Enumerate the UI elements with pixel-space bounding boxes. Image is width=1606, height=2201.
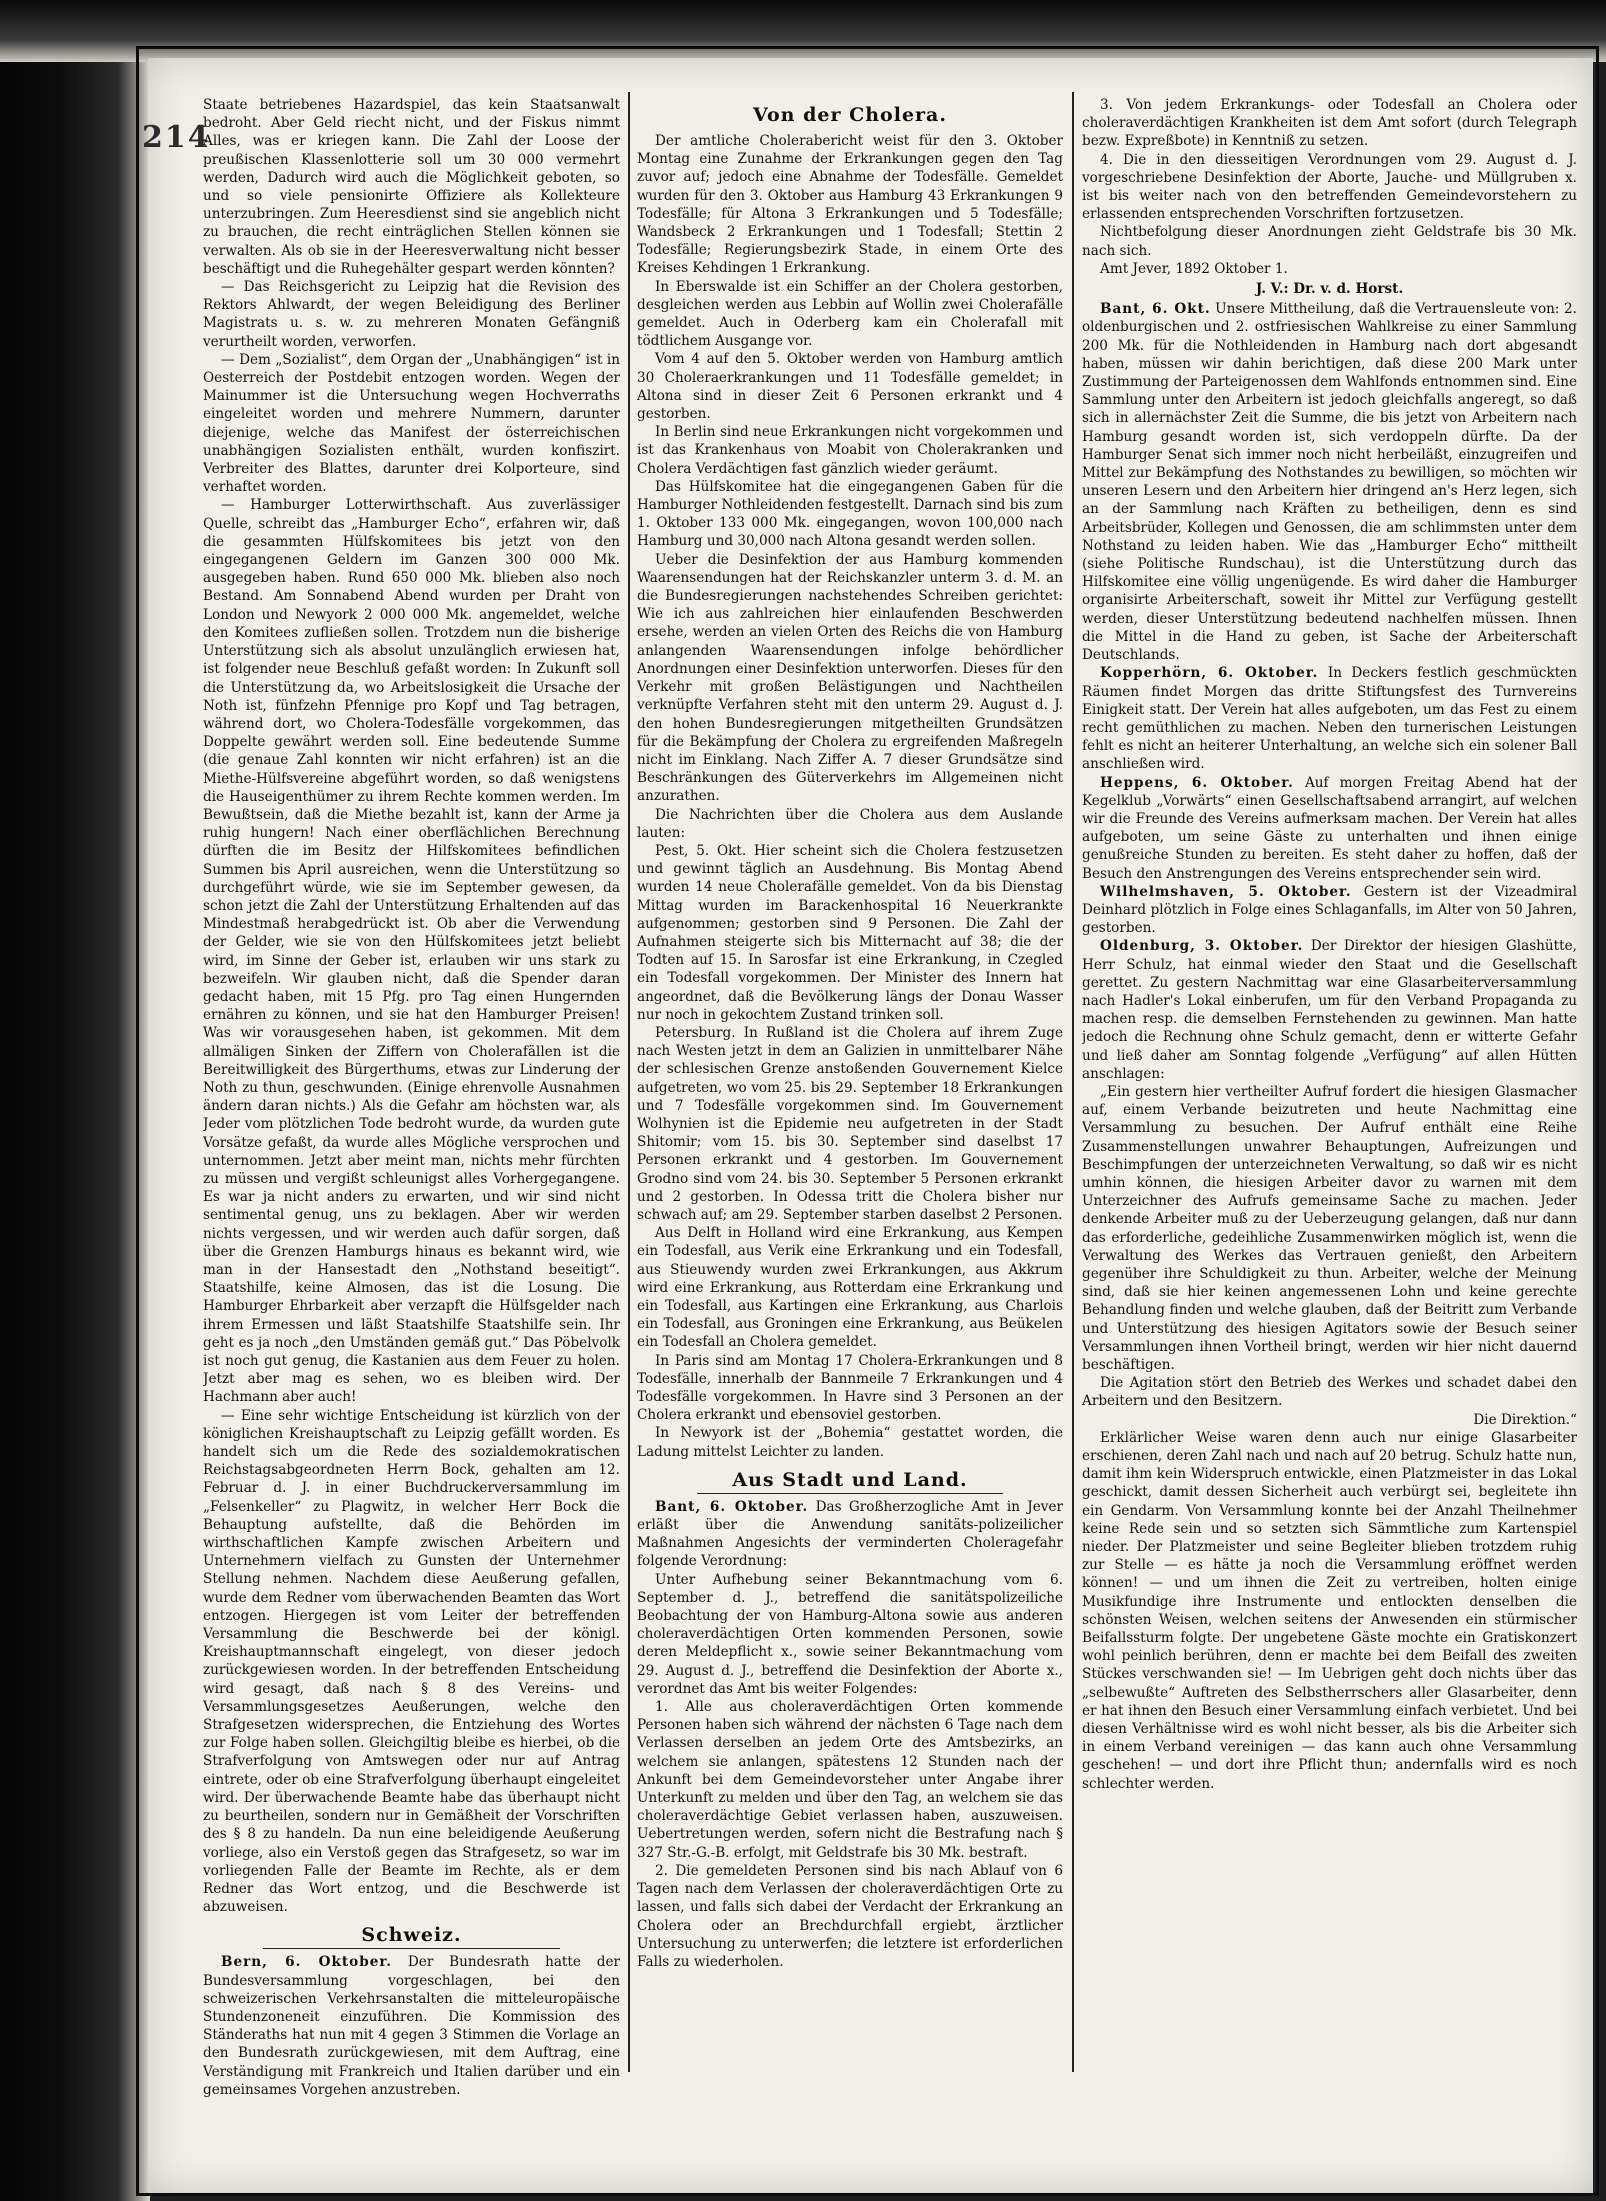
article-paragraph bbox=[1082, 223, 1577, 259]
article-paragraph bbox=[637, 842, 1063, 1024]
article-paragraph bbox=[637, 1424, 1063, 1460]
paragraph-text: — Hamburger Lotterwirthschaft. Aus zuverlässiger Quelle, schreibt das „Hamburger Echo“, erfahren wir, daß die gesammten Hülfskomitees bis jetzt von den eingegangenen Geldern im Ganzen 300 000 Mk. ausgegeben haben. Rund 650 000 Mk. blieben also noch Bestand. Am Sonnabend Abend wurden per Draht von London und Newyork 2 000 000 Mk. angemeldet, welche den Komitees zufließen sollen. Trotzdem nun die bisherige Unterstützung sich als absolut unzulänglich erwiesen hat, ist folgender neue Beschluß gefaßt worden: In Zukunft soll die Unterstützung da, wo Arbeitslosigkeit die Ursache der Noth ist, fünfzehn Pfennige pro Kopf und Tag betragen, während dort, wo Cholera-Todesfälle vorgekommen, das Doppelte gewährt werden soll. Eine bedeutende Summe (die genaue Zahl konnten wir nicht erfahren) ist an die Miethe-Hülfsvereine abgeführt worden, so daß wenigstens die Hauseigenthümer zu ihrem Rechte kommen werden. Im Bewußtsein, daß die Miethe bezahlt ist, kann der Arme ja ruhig hungern! Nach einer oberflächlichen Berechnung dürften die im Besitz der Hilfskomitees befindlichen Summen bis April ausreichen, wenn die Unterstützung so durchgeführt würde, wie sie im September gewesen, da schon jetzt die Zahl der Unterstützung Erhaltenden auf das Mindestmaß herabgedrückt ist. Ob aber die Verwendung der Gelder, wie sie von den Hülfskomitees jetzt beliebt wird, im Sinne der Geber ist, erlauben wir uns stark zu bezweifeln. Wir glauben nicht, daß die Spender daran gedacht haben, mit 15 Pfg. pro Tag einen Hungernden ernähren zu können, und sie hat den Hamburger Preisen! Was wir vorausgesehen haben, ist gekommen. Mit dem allmäligen Sinken der Ziffern von Cholerafällen ist die Bereitwilligkeit des Bürgerthums, etwas zur Linderung der Noth zu thun, geschwunden. (Einige ehrenvolle Ausnahmen ändern daran nichts.) Als die Gefahr am höchsten war, als Jeder vom plötzlichen Tode bedroht wurde, da wurden gute Vorsätze gefaßt, da wurde alles Mögliche versprochen und unternommen. Jetzt aber meint man, nichts mehr fürchten zu müssen und vergißt schleunigst alles Vorhergegangene. Es war ja nicht anders zu erwarten, und wir sind nicht sentimental genug, uns zu beklagen. Aber wir werden nichts vergessen, und wir werden auch dafür sorgen, daß über die Grenzen Hamburgs hinaus es bekannt wird, wie man in der Hansestadt den „Nothstand beseitigt“. Staatshilfe, keine Almosen, das ist die Losung. Die Hamburger Ehrbarkeit aber verzapft die Hülfsgelder nach ihrem Ermessen und läßt Staatshilfe Staatshilfe sein. Ihr geht es ja noch „den Umständen gemäß gut.“ Das Pöbelvolk ist noch gut genug, die Kastanien aus dem Feuer zu holen. Jetzt aber mag es sehen, wo es bleiben wird. Der Hachmann aber auch! bbox=[203, 497, 620, 1406]
paragraph-text: Pest, 5. Okt. Hier scheint sich die Cholera festzusetzen und gewinnt täglich an Ausdehnung. Bis Montag Abend wurden 14 neue Cholerafälle gemeldet. Von da bis Dienstag Mittag wurden im Barackenhospital 16 Neuerkrankte aufgenommen; gestorben sind 9 Personen. Die Zahl der Aufnahmen steigerte sich bis Mitternacht auf 38; die der Todten auf 15. In Sarosfar ist eine Erkrankung, in Czegled ein Todesfall vorgekommen. Der Minister des Innern hat angeordnet, daß die Bevölkerung längs der Donau Wasser nur noch in gekochtem Zustand trinken soll. bbox=[637, 842, 1063, 1023]
paragraph-text: Amt Jever, 1892 Oktober 1. bbox=[1100, 260, 1288, 277]
paragraph-text: Der amtliche Cholerabericht weist für den 3. Oktober Montag eine Zunahme der Erkrankungen gegen den Tag zuvor auf; jedoch eine Abnahme der Todesfälle. Gemeldet wurden für den 3. Oktober aus Hamburg 43 Erkrankungen 9 Todesfälle; für Altona 3 Erkrankungen und 5 Todesfälle; Wandsbeck 2 Erkrankungen und 1 Todesfall; Stettin 2 Todesfälle; Regierungsbezirk Stade, in einem Orte des Kreises Kehdingen 1 Erkrankung. bbox=[637, 133, 1063, 277]
page-number: 214 bbox=[142, 120, 211, 155]
paragraph-text: 3. Von jedem Erkrankungs- oder Todesfall an Cholera oder choleraverdächtigen Krankheiten ist dem Amt sofort (durch Telegraph bezw. Expreßbote) in Kenntniß zu setzen. bbox=[1082, 97, 1577, 150]
paragraph-text: „Ein gestern hier vertheilter Aufruf fordert die hiesigen Glasmacher auf, einem Verbande beizutreten und heute Nachmittag eine Versammlung zu besuchen. Der Aufruf enthält eine Reihe Zusammenstellungen unwahrer Behauptungen, Aufreizungen und Beschimpfungen der unterzeichneten Verwaltung, so daß wir es nicht umhin können, die hiesigen Arbeiter davor zu warnen mit dem Unterzeichner des Aufrufs gemeinsame Sache zu machen. Jeder denkende Arbeiter muß zu der Ueberzeugung gelangen, daß nur dann das erforderliche, gedeihliche Zusammenwirken möglich ist, wenn die Verwaltung des Werkes das Vertrauen genießt, den Arbeitern gegenüber ihre Schuldigkeit zu thun. Arbeiter, welche der Meinung sind, daß sie hier keinen angemessenen Lohn und keine gerechte Behandlung finden und welche glauben, daß der Beitritt zum Verbande und Unterstützung des hiesigen Agitators sowie der Besuch seiner Versammlungen ihnen Vortheil bringt, werden wir hier nicht dauernd beschäftigen. bbox=[1082, 1083, 1577, 1374]
paragraph-text: Unter Aufhebung seiner Bekanntmachung vom 6. September d. J., betreffend die sanitätspolizeiliche Beobachtung der von Hamburg-Altona sowie aus anderen choleraverdächtigen Orten kommenden Personen, sowie deren Meldepflicht x., sowie seiner Bekanntmachung vom 29. August d. J., betreffend die Desinfektion der Aborte x., verordnet das Amt bis weiter Folgendes: bbox=[637, 1571, 1063, 1697]
paragraph-text: Gestern ist der Vizeadmiral Deinhard plötzlich in Folge eines Schlaganfalls, im Alter von 50 Jahren, gestorben. bbox=[1082, 883, 1577, 937]
article-paragraph bbox=[637, 1224, 1063, 1351]
article-paragraph bbox=[1082, 300, 1577, 664]
article-paragraph bbox=[203, 1953, 620, 2099]
paragraph-text: Petersburg. In Rußland ist die Cholera auf ihrem Zuge nach Westen jetzt in dem an Galizien in unmittelbarer Nähe der schlesischen Grenze anstoßenden Gouvernement Kielce aufgetreten, wo vom 25. bis 29. September 18 Erkrankungen und 7 Todesfälle vorgekommen sind. Im Gouvernement Wolhynien ist die Epidemie neu aufgetreten in der Stadt Shitomir; vom 15. bis 30. September sind daselbst 17 Personen erkrankt und 4 gestorben. Im Gouvernement Grodno sind vom 24. bis 30. September 5 Personen erkrankt und 2 gestorben. In Odessa tritt die Cholera bisher nur schwach auf; am 29. September starben daselbst 2 Personen. bbox=[637, 1024, 1063, 1223]
article-paragraph bbox=[1082, 1374, 1577, 1410]
dateline: Wilhelmshaven, 5. Oktober. bbox=[1100, 883, 1352, 900]
paragraph-text: — Das Reichsgericht zu Leipzig hat die Revision des Rektors Ahlwardt, der wegen Beleidigung des Berliner Magistrats u. s. w. zu mehreren Monaten Gefängniß verurtheilt worden, verworfen. bbox=[203, 279, 620, 350]
paragraph-text: Unsere Mittheilung, daß die Vertrauensleute von: 2. oldenburgischen und 2. ostfriesischen Wahlkreise zu einer Sammlung 200 Mk. für die Nothleidenden in Hamburg nach dort abgesandt haben, müssen wir dahin berichtigen, daß diese 200 Mark unter Zustimmung der Parteigenossen dem Wahlfonds entnommen sind. Eine Sammlung unter den Arbeitern ist jedoch gleichfalls angeregt, so daß sich in allernächster Zeit die Summe, die bis jetzt von Arbeitern nach Hamburg gesandt worden ist, sich verdoppeln dürfte. Da der Hamburger Senat sich immer noch nicht herbeiläßt, einzugreifen und Mittel zur Bekämpfung des Nothstandes zu bewilligen, so möchten wir unseren Lesern und den Arbeitern hier dringend an's Herz legen, sich an der Sammlung nach Kräften zu betheiligen, denn es sind Arbeitsbrüder, Kollegen und Genossen, die am schlimmsten unter dem Nothstand zu leiden haben. Wie das „Hamburger Echo“ mittheilt (siehe Politische Rundschau), ist die Unterstützung durch das Hilfskomitee eine völlig ungenügende. Es wird daher die Hamburger organisirte Arbeiterschaft, soweit ihr Mittel zur Verfügung gestellt werden, dieser Unterstützung bedeutend nachhelfen müssen. Ihnen die Mittel in die Hand zu geben, ist Sache der Arbeiterschaft Deutschlands. bbox=[1082, 301, 1577, 664]
paragraph-text: In Paris sind am Montag 17 Cholera-Erkrankungen und 8 Todesfälle, innerhalb der Bannmeile 7 Erkrankungen und 4 Todesfälle vorgekommen. In Havre sind 3 Personen an der Cholera erkrankt und ebensoviel gestorben. bbox=[637, 1352, 1063, 1424]
paragraph-text: In Eberswalde ist ein Schiffer an der Cholera gestorben, desgleichen werden aus Lebbin auf Wollin zwei Cholerafälle gemeldet. Auch in Oderberg kam ein Cholerafall mit tödtlichem Ausgange vor. bbox=[637, 278, 1063, 350]
paragraph-text: Auf morgen Freitag Abend hat der Kegelklub „Vorwärts“ einen Gesellschaftsabend arrangirt, auf welchen wir die Freunde des Vereins aufmerksam machen. Der Verein hat alles aufgeboten, um seine Gäste zu unterhalten und ihnen einige genußreiche Stunden zu bereiten. Es steht daher zu hoffen, daß der Besuch den Anstrengungen des Vereins entsprechender sein wird. bbox=[1082, 774, 1577, 882]
article-paragraph bbox=[1082, 151, 1577, 224]
article-paragraph bbox=[1082, 664, 1577, 773]
dateline: Heppens, 6. Oktober. bbox=[1100, 774, 1294, 791]
paragraph-text: In Deckers festlich geschmückten Räumen findet Morgen das dritte Stiftungsfest des Turnvereins Einigkeit statt. Der Verein hat alles aufgeboten, um das Fest zu einem recht gemüthlichen zu machen. Neben den turnerischen Leistungen fehlt es nicht an heiterer Unterhaltung, an welche sich ein solener Ball anschließen wird. bbox=[1082, 665, 1577, 773]
paragraph-text: — Dem „Sozialist“, dem Organ der „Unabhängigen“ ist in Oesterreich der Postdebit entzogen worden. Wegen der Mainummer ist die Untersuchung wegen Hochverraths eingeleitet worden und mehrere Nummern, darunter diejenige, welche das Manifest der österreichischen unabhängigen Sozialisten enthält, wurden konfiszirt. Verbreiter des Blattes, darunter drei Kolporteure, sind verhaftet worden. bbox=[203, 351, 620, 496]
paragraph-text: Nichtbefolgung dieser Anordnungen zieht Geldstrafe bis 30 Mk. nach sich. bbox=[1082, 224, 1577, 259]
article-paragraph bbox=[203, 496, 620, 1406]
column-rule-1 bbox=[628, 92, 630, 2072]
article-paragraph bbox=[1082, 96, 1577, 151]
article-paragraph bbox=[637, 1352, 1063, 1425]
dateline: Oldenburg, 3. Oktober. bbox=[1100, 938, 1304, 955]
article-paragraph bbox=[637, 1571, 1063, 1698]
article-paragraph bbox=[1082, 883, 1577, 938]
article-paragraph bbox=[203, 1407, 620, 1917]
article-paragraph bbox=[1082, 1411, 1577, 1429]
column-right bbox=[1082, 96, 1577, 2156]
dateline: Bant, 6. Okt. bbox=[1100, 301, 1211, 318]
paragraph-text: Das Hülfskomitee hat die eingegangenen Gaben für die Hamburger Nothleidenden festgestellt. Darnach sind bis zum 1. Oktober 133 000 Mk. eingegangen, wovon 100,000 nach Hamburg und 30,000 nach Altona gesandt werden sollen. bbox=[637, 478, 1063, 550]
paragraph-text: In Newyork ist der „Bohemia“ gestattet worden, die Ladung mittelst Leichter zu landen. bbox=[637, 1425, 1063, 1460]
paragraph-text: Aus Delft in Holland wird eine Erkrankung, aus Kempen ein Todesfall, aus Verik eine Erkrankung und ein Todesfall, aus Stieuwendy wurden zwei Erkrankungen, aus Akkrum wird eine Erkrankung, aus Rotterdam eine Erkrankung und ein Todesfall, aus Kartingen eine Erkrankung, aus Charlois ein Todesfall, aus Groningen eine Erkrankung, aus Beükelen ein Todesfall an Cholera gemeldet. bbox=[637, 1225, 1063, 1351]
paragraph-text: Die Nachrichten über die Cholera aus dem Auslande lauten: bbox=[637, 806, 1063, 841]
article-paragraph bbox=[1082, 937, 1577, 1083]
article-paragraph bbox=[637, 806, 1063, 842]
paragraph-text: — Eine sehr wichtige Entscheidung ist kürzlich von der königlichen Kreishauptschaft zu Leipzig gefällt worden. Es handelt sich um die Rede des sozialdemokratischen Reichstagsabgeordneten Herrn Bock, gehalten am 12. Februar d. J. in einer Buchdruckerversammlung im „Felsenkeller“ zu Plagwitz, in welcher Herr Bock die Behauptung aufstellte, daß die Behörden im wirthschaftlichen Kampfe zwischen Arbeitern und Unternehmern vielfach zu Gunsten der Unternehmer Stellung nehmen. Nachdem diese Aeußerung gefallen, wurde dem Redner vom überwachenden Beamten das Wort entzogen. Hiergegen ist vom Leiter der betreffenden Versammlung die Beschwerde bei der königl. Kreishauptmannschaft eingelegt, von dieser jedoch zurückgewiesen worden. In der betreffenden Entscheidung wird gesagt, daß nach § 8 des Vereins- und Versammlungsgesetzes Aeußerungen, welche den Strafgesetzen widersprechen, die Entziehung des Wortes zur Folge haben sollen. Gleichgiltig bleibe es hierbei, ob die Strafverfolgung von Amtswegen oder nur auf Antrag eintrete, oder ob eine Strafverfolgung überhaupt eingeleitet wird. Der überwachende Beamte habe das überhaupt nicht zu beurtheilen, sondern nur in Gemäßheit der Vorschriften des § 8 zu handeln. Da nun eine beleidigende Aeußerung vorliege, also ein Verstoß gegen das Strafgesetz, so war im vorliegenden Falle der Beamte im Rechte, als er dem Redner das Wort entzog, und die Beschwerde ist abzuweisen. bbox=[203, 1407, 620, 1916]
paragraph-text: Der Bundesrath hatte der Bundesversammlung vorgeschlagen, bei den schweizerischen Verkehrsanstalten die mitteleuropäische Stundenzoneneit einzuführen. Die Kommission des Ständeraths hat nun mit 4 gegen 3 Stimmen die Vorlage an den Bundesrath zurückgewiesen, mit dem Auftrag, eine Verständigung mit Frankreich und Italien darüber und ein gemeinsames Vorgehen anzustreben. bbox=[203, 1954, 620, 2098]
article-paragraph bbox=[637, 478, 1063, 551]
paragraph-text: Der Direktor der hiesigen Glashütte, Herr Schulz, hat einmal wieder den Staat und die Gesellschaft gerettet. Zu gestern Nachmittag war eine Glasarbeiterversammlung nach Hadler's Lokal einberufen, um für den Verband Propaganda zu machen resp. die demselben Fernstehenden zu gewinnen. Man hatte jedoch die Rechnung ohne Schulz gemacht, denn er witterte Gefahr und ließ daher am Sonntag folgende „Verfügung“ auf allen Hütten anschlagen: bbox=[1082, 938, 1577, 1082]
column-left bbox=[203, 96, 620, 2156]
article-paragraph bbox=[637, 1862, 1063, 1971]
paragraph-text: Staate betriebenes Hazardspiel, das kein Staatsanwalt bedroht. Aber Geld riecht nicht, und der Fiskus nimmt Alles, was er kriegen kann. Die Zahl der Loose der preußischen Klassenlotterie soll um 30 000 vermehrt werden, Dadurch wird auch die Möglichkeit geboten, so und so viele pensionirte Offiziere als Kollekteure unterzubringen. Zum Heeresdienst sind sie angeblich nicht zu brauchen, die recht einträglichen Stellen können sie verwalten. Als ob sie in der Heeresverwaltung nicht besser beschäftigt und die Ruhegehälter gespart werden könnten? bbox=[203, 97, 620, 277]
paragraph-text: 2. Die gemeldeten Personen sind bis nach Ablauf von 6 Tagen nach dem Verlassen der choleraverdächtigen Orte zu lassen, und falls sich dabei der Verdacht der Erkrankung an Cholera oder an Brechdurchfall ergiebt, ärztlicher Untersuchung zu unterwerfen; die letztere ist erforderlichen Falls zu wiederholen. bbox=[637, 1862, 1063, 1970]
article-paragraph bbox=[1082, 1429, 1577, 1793]
dateline: Bern, 6. Oktober. bbox=[221, 1954, 393, 1971]
paragraph-text: 4. Die in den diesseitigen Verordnungen vom 29. August d. J. vorgeschriebene Desinfektion der Aborte, Jauche- und Müllgruben x. ist bis weiter nach von den betreffenden Gemeindevorstehern zu erlassenden entsprechenden Vorschriften fortzusetzen. bbox=[1082, 151, 1577, 223]
section-heading: Aus Stadt und Land. bbox=[697, 1467, 1003, 1494]
paragraph-text: Ueber die Desinfektion der aus Hamburg kommenden Waarensendungen hat der Reichskanzler unterm 3. d. M. an die Bundesregierungen nachstehendes Schreiben gerichtet: Wie ich aus zahlreichen hier einlaufenden Beschwerden ersehe, werden an vielen Orten des Reichs die von Hamburg anlangenden Waarensendungen infolge behördlicher Anordnungen einer Desinfektion unterworfen. Dieses für den Verkehr mit großen Belästigungen und Nachtheilen verknüpfte Verfahren steht mit den unterm 29. August d. J. den hohen Bundesregierungen mitgetheilten Grundsätzen für die Bekämpfung der Cholera zu ergreifenden Maßregeln nicht im Einklang. Nach Ziffer A. 7 dieser Grundsätze sind Beschränkungen des Güterverkehrs im Allgemeinen nicht anzurathen. bbox=[637, 551, 1063, 805]
article-paragraph bbox=[637, 551, 1063, 806]
article-paragraph bbox=[637, 350, 1063, 423]
section-heading: Von der Cholera. bbox=[753, 104, 947, 126]
article-paragraph bbox=[203, 96, 620, 278]
paragraph-text: Vom 4 auf den 5. Oktober werden von Hamburg amtlich 30 Choleraerkrankungen und 11 Todesfälle gemeldet; in Altona sind in dieser Zeit 6 Personen erkrankt und 4 gestorben. bbox=[637, 351, 1063, 423]
signature-line: J. V.: Dr. v. d. Horst. bbox=[1255, 281, 1404, 298]
article-paragraph bbox=[637, 278, 1063, 351]
paragraph-text: 1. Alle aus choleraverdächtigen Orten kommende Personen haben sich während der nächsten 6 Tage nach dem Verlassen derselben an jedem Orte des Amtsbezirks, an welchem sie anlangen, spätestens 12 Stunden nach der Ankunft bei dem Gemeindevorsteher unter Angabe ihrer Unterkunft zu melden und über den Tag, an welchem sie das choleraverdächtige Gebiet verlassen haben, auszuweisen. Uebertretungen werden, sofern nicht die Bestrafung nach § 327 Str.-G.-B. erfolgt, mit Geldstrafe bis 30 Mk. bestraft. bbox=[637, 1699, 1063, 1861]
section-heading: Schweiz. bbox=[263, 1922, 560, 1949]
column-rule-2 bbox=[1072, 92, 1074, 2072]
scan-dark-margin-left bbox=[0, 0, 150, 2201]
article-paragraph bbox=[637, 1024, 1063, 1224]
article-paragraph bbox=[637, 423, 1063, 478]
article-paragraph bbox=[203, 351, 620, 497]
scan-dark-margin-top bbox=[0, 0, 1606, 62]
article-paragraph bbox=[637, 132, 1063, 278]
article-paragraph bbox=[1082, 1083, 1577, 1374]
dateline: Bant, 6. Oktober. bbox=[655, 1498, 809, 1515]
column-middle bbox=[637, 96, 1063, 2156]
paragraph-text: Das Großherzogliche Amt in Jever erläßt über die Anwendung sanitäts-polizeilicher Maßnahmen Angesichts der verminderten Choleragefahr folgende Verordnung: bbox=[637, 1498, 1063, 1570]
paragraph-text: Die Direktion.“ bbox=[1473, 1411, 1577, 1428]
article-paragraph bbox=[637, 1498, 1063, 1571]
article-paragraph bbox=[1082, 774, 1577, 883]
paragraph-text: In Berlin sind neue Erkrankungen nicht vorgekommen und ist das Krankenhaus von Moabit von Cholerakranken und Cholera Verdächtigen fast gänzlich wieder geräumt. bbox=[637, 424, 1063, 477]
dateline: Kopperhörn, 6. Oktober. bbox=[1100, 665, 1319, 682]
paragraph-text: Die Agitation stört den Betrieb des Werkes und schadet dabei den Arbeitern und den Besitzern. bbox=[1082, 1375, 1577, 1410]
paragraph-text: Erklärlicher Weise waren denn auch nur einige Glasarbeiter erschienen, deren Zahl nach und nach auf 20 betrug. Schulz hatte nun, damit ihm kein Widerspruch entwickle, einen Platzmeister in das Lokal geschickt, damit dessen Sicherheit auch verbürgt sei, begleitete ihn ein Gendarm. Von Versammlung konnte bei der Anzahl Theilnehmer keine Rede sein und so setzten sich Sämmtliche zum Kartenspiel nieder. Der Platzmeister und seine Begleiter blieben trotzdem ruhig zur Stelle — es hätte ja noch die Versammlung eröffnet werden können! — und um ihnen die Zeit zu vertreiben, holten einige Musikfundige ihre Instrumente und entlockten denselben die schönsten Weisen, welchen seitens der Anwesenden ein stürmischer Beifallssturm folgte. Der ungebetene Gäste mochte ein Gratiskonzert wohl peinlich berühren, denn er machte bei dem Beifall des zweiten Stückes verschwanden sie! — Im Uebrigen geht doch nichts über das „selbewußte“ Auftreten des Selbstherrschers aller Glasarbeiter, denn er hat ihnen den Besuch einer Versammlung einfach verbietet. Und bei diesen Verhältnisse wird es wohl nicht besser, als bis die Arbeiter sich in einem Verband vereinigen — das kann auch ohne Versammlung geschehen! — und dort ihre Pflicht thun; andernfalls wird es noch schlechter werden. bbox=[1082, 1429, 1577, 1792]
article-paragraph bbox=[1082, 260, 1577, 278]
article-paragraph bbox=[203, 278, 620, 351]
article-paragraph bbox=[637, 1698, 1063, 1862]
